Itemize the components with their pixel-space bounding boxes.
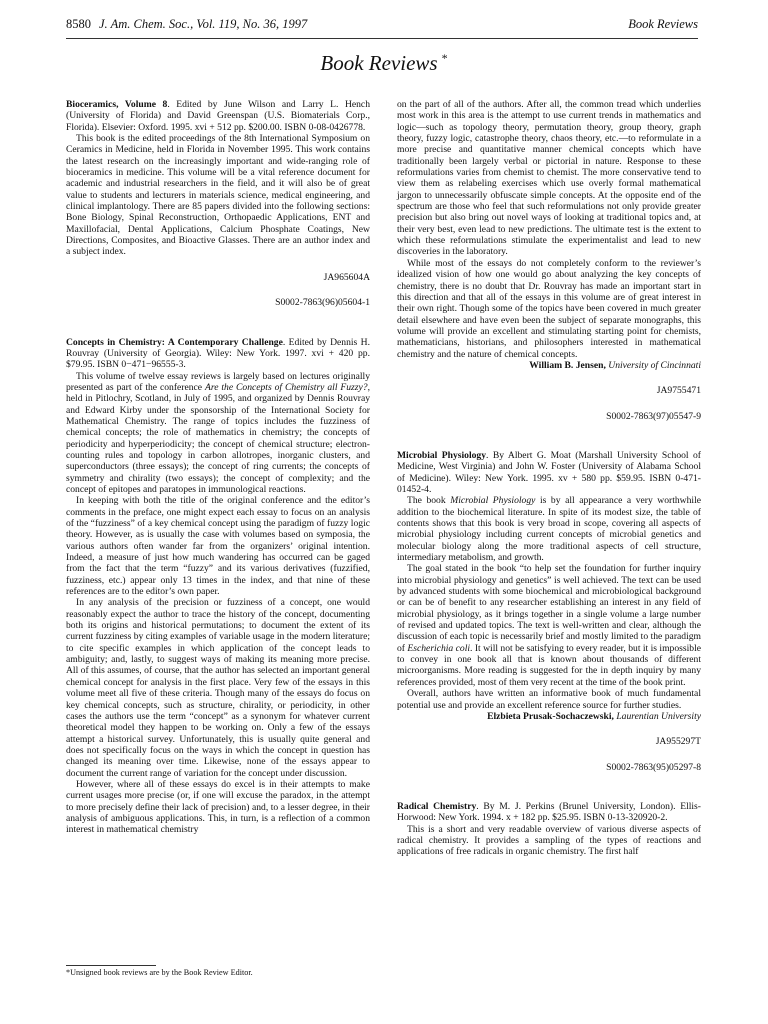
- section-name: Book Reviews: [628, 17, 698, 31]
- reviewer: William B. Jensen, University of Cincinnati: [529, 359, 701, 371]
- title-footnote-mark: *: [441, 51, 448, 65]
- review-paragraph: Overall, authors have written an informative book of much fundamental potential use and provide an excellent reference source for further studies.: [397, 688, 701, 711]
- doi: S0002-7863(95)05297-8: [606, 761, 701, 773]
- review-paragraph: This volume of twelve essay reviews is largely based on lectures originally presented as part of the conference Are the Concepts of Chemistry all Fuzzy?, held in Pitlochry, Scotland, in July of 1995, and organized by Dennis Rouvray and Edward Kirby under the sponsorship of the International Society for Mathematical Chemistry. The range of topics includes the fuzziness of chemical concepts; the role of mathematics in chemistry; the concepts of periodicity and hyperperiodicity; the concept of chemical structure; electron-counting rules and topology in carbon allotropes, inorganic clusters, and superconductors (three essays); the concept of ring currents; the concepts of symmetry and chirality (two essays); the concept of complexity; and the concept of epitopes and paratopes in immunological reactions.: [66, 370, 370, 495]
- review-paragraph: However, where all of these essays do excel is in their attempts to make current usages more precise (or, if one will excuse the paradox, in the attempt to more precisely define their lack of precision) and, to a lesser degree, in their analysis of ambiguous applications. This, in turn, is a reflection of a common interest in mathematical chemistry: [66, 778, 370, 836]
- doi: S0002-7863(96)05604-1: [275, 297, 370, 309]
- doi: S0002-7863(97)05547-9: [606, 410, 701, 422]
- page-title: Book Reviews *: [320, 51, 448, 75]
- review-paragraph: This is a short and very readable overview of various diverse aspects of radical chemistry. It provides a sampling of the types of reactions and applications of free radicals in organic chemistry. The first half: [397, 823, 701, 858]
- journal-citation: J. Am. Chem. Soc., Vol. 119, No. 36, 1997: [99, 17, 308, 31]
- left-column: [66, 99, 370, 836]
- running-head: [66, 16, 698, 32]
- review-paragraph: While most of the essays do not completely conform to the reviewer’s idealized vision of how one would go about analyzing the key concepts of chemistry, there is no doubt that Dr. Rouvray has made an important start in this direction and that all of the essays in this volume are of great interest in their own right. Though some of the topics have been covered in much greater detail elsewhere and have even been the subject of separate monographs, this volume will provide an excellent and stimulating starting point for chemists, mathematicians, historians, and philosophers interested in mathematical chemistry and the nature of chemical concepts.: [397, 257, 701, 360]
- header-rule: [66, 38, 698, 39]
- right-column: [397, 99, 701, 858]
- review-paragraph: In any analysis of the precision or fuzziness of a concept, one would reasonably expect the author to trace the history of the concept, documenting both its origins and historical permutations; to document the extent of its current fuzziness by citing examples of variable usage in the modern literature; to cite specific examples in which application of the concept leads to ambiguity; and, lastly, to suggest ways of making its meaning more precise. All of this assumes, of course, that the author has selected an important general chemical concept for analysis in the first place. Very few of the essays in this volume meet all five of these criteria. Though many of the essays do focus on key chemical concepts, such as structure, chirality, or periodicity, in other cases the authors use the term “concept” as a synonym for whatever current theoretical model they happen to be working on. Only a few of the essays attempt a historical survey. Unfortunately, this is usually quite general and does not specifically focus on the ways in which the concept in question has changed its meaning over time. Likewise, none of the essays appear to document the current range of variation for the concept under discussion.: [66, 597, 370, 779]
- footnote-rule: [66, 965, 156, 966]
- review-paragraph: In keeping with both the title of the original conference and the editor’s comments in the preface, one might expect each essay to focus on an analysis of the “fuzziness” of a key chemical concept using the paradigm of fuzzy logic theory. However, as is usually the case with volumes based on symposia, the various authors often wander far from the organizers’ original intention. Indeed, a measure of just how much wandering has occurred can be gaged from the fact that the term “fuzzy” and its various derivatives (fuzzified, fuzziness, etc.) appear only 13 times in the index, and that nine of these references are to the editor’s own paper.: [66, 495, 370, 598]
- review-heading: Concepts in Chemistry: A Contemporary Challenge. Edited by Dennis H. Rouvray (University of Georgia). Wiley: New York. 1997. xvi + 420 pp. $79.95. ISBN 0−471−96555-3.: [66, 336, 370, 371]
- page-number: 8580: [66, 17, 91, 31]
- review-paragraph: The book Microbial Physiology is by all appearance a very worthwhile addition to the biochemical literature. In spite of its modest size, the table of contents shows that this book is very broad in scope, covering all aspects of microbial physiology including current concepts of microbial genetics and molecular biology along the more traditional aspects of cell structure, intermediary metabolism, and growth.: [397, 495, 702, 564]
- review-heading: Microbial Physiology. By Albert G. Moat (Marshall University School of Medicine, West Virginia) and John W. Foster (University of Alabama School of Medicine). Wiley: New York. 1995. xv + 580 pp. $59.95. ISBN 0-471-01452-4.: [397, 449, 702, 495]
- review-heading: Radical Chemistry. By M. J. Perkins (Brunel University, London). Ellis-Horwood: New York. 1994. x + 182 pp. $25.95. ISBN 0-13-320920-2.: [397, 800, 701, 824]
- review-heading: Bioceramics, Volume 8. Edited by June Wilson and Larry L. Hench (University of Florida) and David Greenspan (U.S. Biomaterials Corp., Florida). Elsevier: Oxford. 1995. xvi + 512 pp. $200.00. ISBN 0-08-0426778.: [66, 99, 370, 133]
- review-paragraph: This book is the edited proceedings of the 8th International Symposium on Ceramics in Medicine, held in Florida in November 1995. This work contains the latest research on the increasingly important and wide-ranging role of bioceramics in medicine. This volume will be a vital reference document for academic and industrial researchers in the field, and it will also be of great value to students and lecturers in materials science, medical engineering, and clinical implantology. There are 85 papers divided into the following sections: Bone Biology, Spinal Reconstruction, Orthopaedic Applications, ENT and Maxillofacial, Dental Applications, Calcium Phosphate Coatings, New Directions, Composites, and Bioactive Glasses. There are an author index and a subject index.: [66, 133, 370, 258]
- review-paragraph: The goal stated in the book “to help set the foundation for further inquiry into microbial physiology and genetics” is well achieved. The text can be used by advanced students with some biochemical and microbiological background or can be of benefit to any researcher establishing an interest in any field of microbial physiology, as it brings together in a single volume a large number of revised and updated topics. The text is well-written and clear, although the discussion of each topic is necessarily brief and mostly limited to the paradigm of Escherichia coli. It will not be satisfying to every reader, but it is impossible to convey in one book all that is known about thousands of different microorganisms. More reading is suggested for the in depth inquiry by many references provided, most of them very recent at the time of the book print.: [397, 563, 702, 688]
- ref-id: JA965604A: [323, 271, 370, 283]
- footnote: *Unsigned book reviews are by the Book Review Editor.: [66, 968, 253, 977]
- ref-id: JA955297T: [655, 736, 701, 748]
- reviewer: Elzbieta Prusak-Sochaczewski, Laurentian University: [487, 710, 701, 722]
- review-paragraph-continued: on the part of all of the authors. After all, the common tread which underlies most work in this area is the attempt to use current trends in mathematics and logic—such as topology theory, permutation theory, group theory, graph theory, fuzzy logic, catastrophe theory, chaos theory, etc.—to reformulate in a more precise and quantitative manner chemical concepts which have traditionally been largely verbal or pictorial in nature. Response to these reformulations varies from chemist to chemist. The more conservative tend to view them as relabeling exercises which use overly formal mathematical jargon to unnecessarily obfuscate simple concepts. At the opposite end of the spectrum are those who feel that such reformulations not only provide greater precision but also bring out novel ways of looking at traditional topics and, at their very best, even lead to new predictions. The ultimate test is the extent to which these reformulations stimulate the experimentalist and lead to new discoveries in the laboratory.: [397, 99, 701, 258]
- ref-id: JA9755471: [656, 385, 701, 397]
